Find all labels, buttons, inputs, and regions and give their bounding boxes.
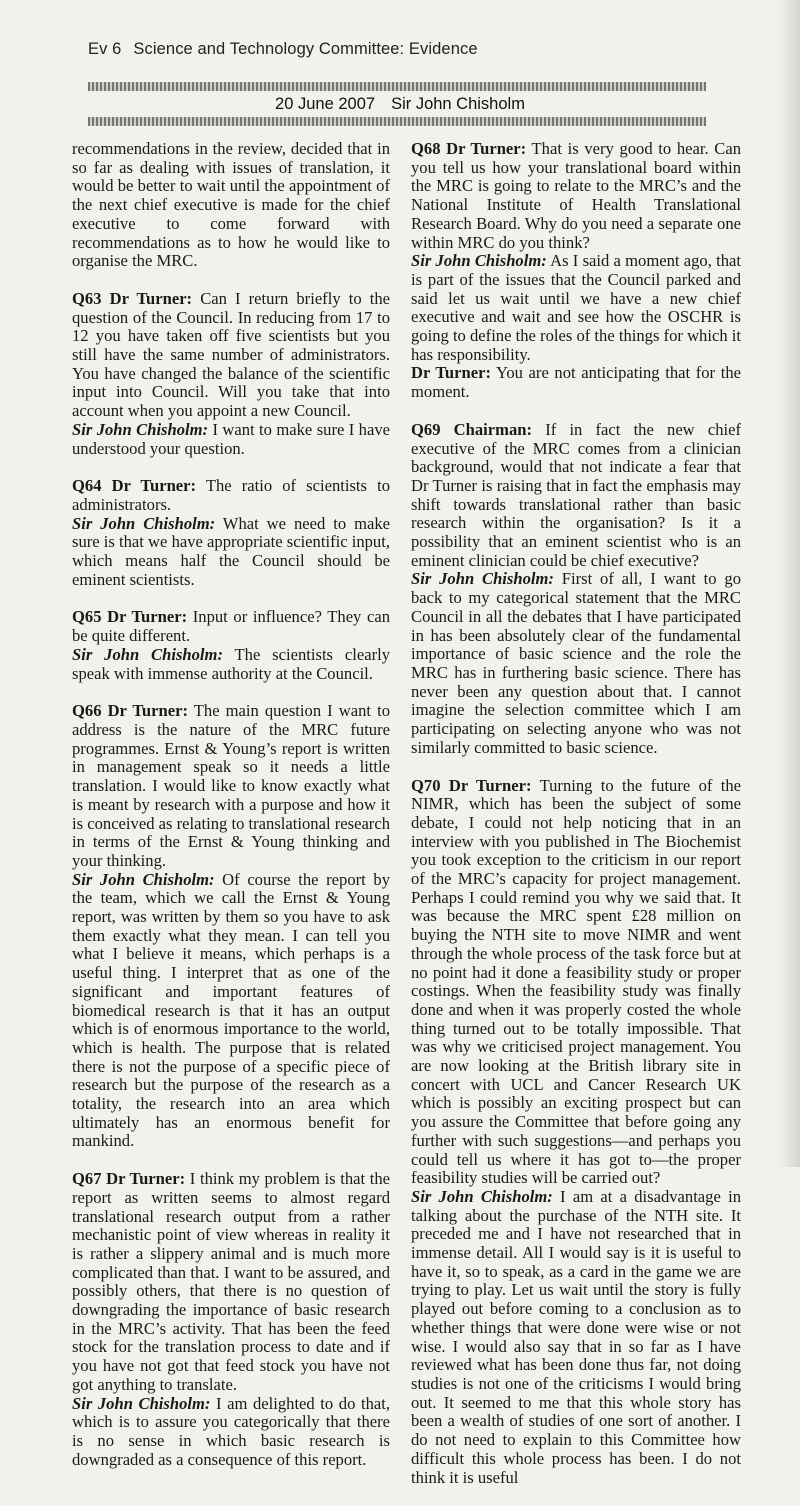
answer-q69 [411, 570, 741, 757]
question-q64 [72, 477, 390, 514]
questioner: Q70 Dr Turner: [411, 775, 532, 795]
answer-text: The scientists clearly speak with immense authority at the Council. [72, 644, 390, 683]
questioner: Q63 Dr Turner: [72, 288, 193, 308]
questioner: Q66 Dr Turner: [72, 701, 189, 721]
page-number: Ev 6 [88, 40, 122, 58]
qa-q66 [72, 702, 390, 1151]
qa-q68 [411, 140, 741, 402]
question-text: If in fact the new chief executive of the MRC comes from a clinician background, would that not indicate a fear that Dr Turner is raising that in fact the emphasis may shift towards translational rather than basic research within the organisation? Is it a possibility that an eminent scientist who is an eminent clinician could be chief executive? [411, 419, 742, 570]
answer-q64 [72, 515, 390, 590]
question-q68 [411, 140, 741, 252]
questioner: Q69 Chairman: [411, 419, 533, 439]
qa-continued [72, 140, 390, 271]
question-text: That is very good to hear. Can you tell us how your translational board within the MRC is going to relate to the MRC’s and the National Institute of Health Translational Research Board. Why do you need a separate one within MRC do you think? [411, 139, 742, 252]
publication-title: Science and Technology Committee: Evidence [133, 40, 478, 58]
questioner: Q68 Dr Turner: [411, 139, 527, 158]
qa-q65 [72, 608, 390, 683]
answer-text: First of all, I want to go back to my categorical statement that the MRC Council in all the debates that I have participated in has been absolutely clear of the fundamental importance of basic science and the role the MRC has in furthering basic science. There has never been any question about that. I cannot imagine the selection committee which I am participating on selecting anyone who was not similarly committed to basic science. [411, 569, 742, 757]
followup-q68 [411, 364, 741, 401]
session-date: 20 June 2007 [275, 95, 376, 113]
header-rule-top [88, 82, 706, 91]
answer-q66 [72, 871, 390, 1152]
running-head [88, 40, 478, 59]
question-text: I think my problem is that the report as written seems to almost regard translational research output from a rather mechanistic point of view whereas in reality it is rather a slippery animal and is much more complicated than that. I want to be assured, and possibly others, that there is no question of downgrading the importance of basic research in the MRC’s activity. That has been the feed stock for the translation process to date and if you have not got that feed stock you have not got anything to translate. [72, 1169, 390, 1394]
questioner: Q64 Dr Turner: [72, 476, 197, 496]
answer-text: I want to make sure I have understood your question. [72, 419, 390, 458]
qa-q64 [72, 477, 390, 589]
witness: Sir John Chisholm: [72, 869, 215, 889]
question-q66 [72, 702, 390, 870]
witness: Sir John Chisholm: [72, 419, 209, 439]
question-text: The main question I want to address is the nature of the MRC future programmes. Ernst & Young’s report is written in management speak so it needs a little translation. I would like to know exactly what is meant by research with a purpose and how it is conceived as relating to translational research in terms of the Ernst & Young thinking and your thinking. [72, 701, 390, 870]
answer-text: Of course the report by the team, which we call the Ernst & Young report, was written by them so you have to ask them exactly what they mean. I can tell you what I believe it means, which perhaps is a useful thing. I interpret that as one of the significant and important features of biomedical research is that it has an output which is of enormous importance to the world, which is health. The purpose that is related there is not the purpose of a specific piece of research but the purpose of the research as a totality, the research into an area which ultimately has an enormous benefit for mankind. [72, 869, 391, 1151]
questioner: Q65 Dr Turner: [72, 607, 188, 627]
witness-name: Sir John Chisholm [391, 95, 525, 113]
question-q67 [72, 1170, 390, 1394]
question-q63 [72, 290, 390, 421]
answer-text: As I said a moment ago, that is part of the issues that the Council parked and said let us wait until we have a new chief executive and wait and see how the OSCHR is going to define the roles of the things for which it has responsibility. [411, 251, 742, 364]
witness: Sir John Chisholm: [72, 1393, 211, 1413]
questioner: Q67 Dr Turner: [72, 1169, 186, 1189]
witness: Sir John Chisholm: [72, 513, 216, 533]
qa-q67 [72, 1170, 390, 1469]
qa-q63 [72, 290, 390, 458]
left-column [72, 140, 390, 1488]
questioner: Dr Turner: [411, 363, 491, 383]
answer-q68 [411, 252, 741, 364]
answer-q65 [72, 646, 390, 683]
question-text: The ratio of scientists to administrators. [72, 476, 390, 514]
answer-q67 [72, 1395, 390, 1470]
witness: Sir John Chisholm: [72, 644, 223, 664]
answer-continued: recommendations in the review, decided that in so far as dealing with issues of translation, it would be better to wait until the appointment of the next chief executive is made for the chief executive to come forward with recommendations as to how he would like to organise the MRC. [72, 139, 390, 271]
qa-q69 [411, 421, 741, 758]
question-q65 [72, 608, 390, 645]
question-q69 [411, 421, 741, 571]
answer-text: I am delighted to do that, which is to assure you categorically that there is no sense in which basic research is downgraded as a consequence of this report. [72, 1393, 390, 1469]
witness: Sir John Chisholm: [411, 251, 547, 271]
question-q70 [411, 777, 741, 1188]
question-text: Turning to the future of the NIMR, which has been the subject of some debate, I could not help noticing that in an interview with you published in The Biochemist you took exception to the criticism in our report of the MRC’s capacity for project management. Perhaps I could remind you why we said that. It was because the MRC spent £28 million on buying the NTH site to move NIMR and went through the whole process of the task force but at no point had it done a feasibility study or proper costings. When the feasibility study was finally done and when it was properly costed the whole thing turned out to be totally impossible. That was why we criticised project management. You are now looking at the British library site in concert with UCL and Cancer Research UK which is possibly an exciting prospect but can you assure the Committee that before going any further with such suggestions—and perhaps you could tell us where it has got to—the proper feasibility studies will be carried out? [411, 775, 741, 1188]
answer-text: I am at a disadvantage in talking about the purchase of the NTH site. It preceded me and I have not researched that in immense detail. All I would say is it is useful to have it, so to speak, as a card in the game we are trying to play. Let us wait until the story is fully played out before coming to a conclusion as to whether things that were done were wise or not wise. I would also say that in so far as I have reviewed what has been done thus far, not doing studies is not one of the criticisms I would bring out. It seemed to me that this whole story has been a wealth of studies of one sort of another. I do not need to explain to this Committee how difficult this whole process has been. I do not think it is useful [411, 1186, 742, 1487]
header-rule-bottom [88, 117, 706, 126]
question-text: You are not anticipating that for the moment. [411, 363, 741, 402]
qa-q70 [411, 777, 741, 1488]
question-text: Can I return briefly to the question of the Council. In reducing from 17 to 12 you have taken off five scientists but you still have the same number of administrators. You have changed the balance of the scientific input into Council. Will you take that into account when you appoint a new Council. [72, 288, 391, 421]
right-column [411, 140, 741, 1506]
session-line [0, 95, 800, 114]
answer-q70 [411, 1188, 741, 1487]
question-text: Input or influence? They can be quite different. [72, 607, 391, 646]
page-edge-shadow [778, 0, 800, 1167]
witness: Sir John Chisholm: [411, 569, 554, 589]
answer-text: What we need to make sure is that we have appropriate scientific input, which means half the Council should be eminent scientists. [72, 513, 391, 589]
witness: Sir John Chisholm: [411, 1186, 553, 1206]
answer-q63 [72, 421, 390, 458]
